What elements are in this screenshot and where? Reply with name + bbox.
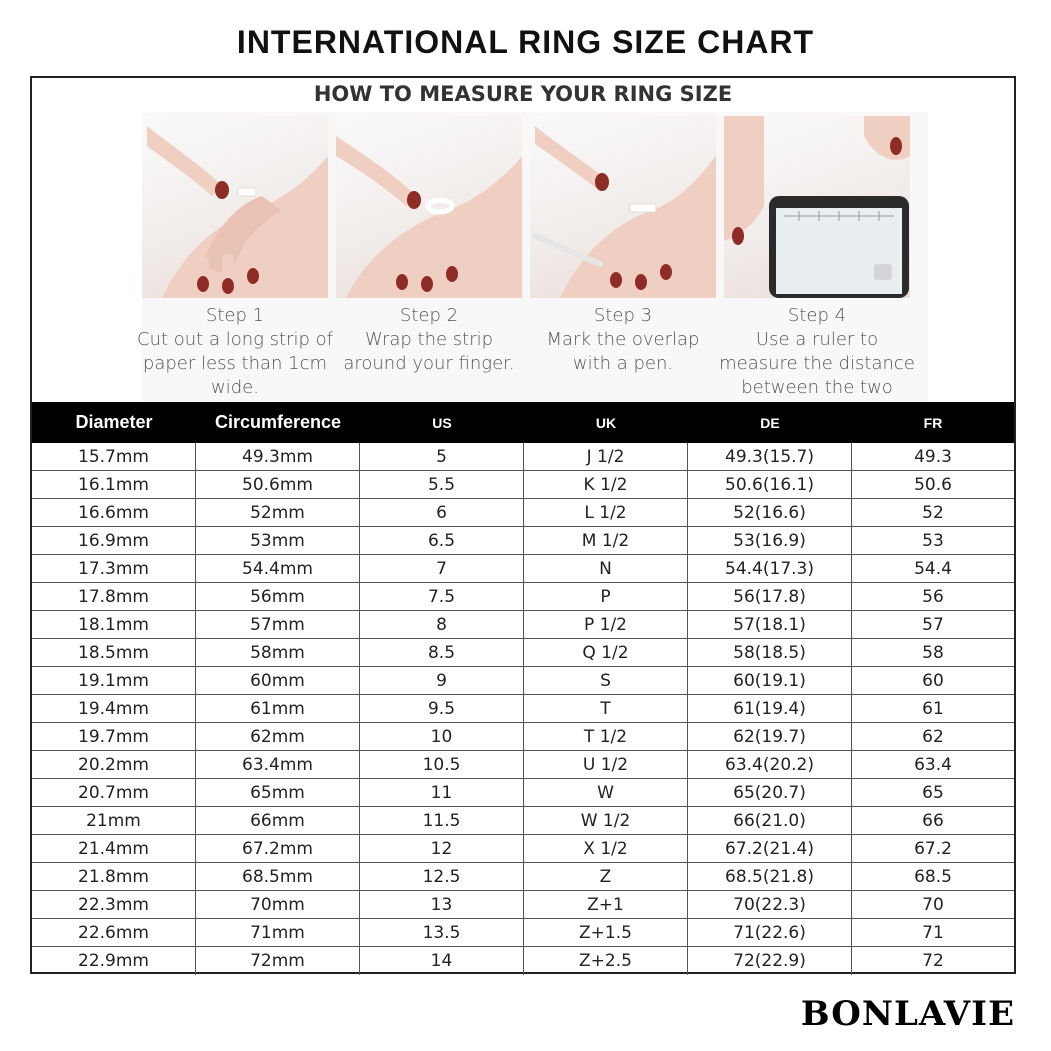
- page-title: INTERNATIONAL RING SIZE CHART: [236, 24, 815, 60]
- table-row: [32, 919, 1014, 947]
- cell-fr: 66: [922, 811, 944, 831]
- cell-circumference: 56mm: [196, 583, 360, 611]
- table-row: [32, 723, 1014, 751]
- table-row: [32, 611, 1014, 639]
- cell-diameter: 19.1mm: [32, 667, 196, 695]
- cell-fr: 57: [922, 615, 944, 635]
- header-fr: FR: [923, 414, 943, 431]
- step-2-photo: [336, 116, 522, 298]
- cell-us: 6.5: [360, 527, 524, 555]
- table-row: [32, 555, 1014, 583]
- step-2-text: Wrap the strip around your finger.: [343, 329, 515, 374]
- cell-circumference: 49.3mm: [196, 443, 360, 471]
- cell-uk: X 1/2: [524, 835, 688, 863]
- cell-circumference: 57mm: [196, 611, 360, 639]
- cell-de: 66(21.0): [688, 807, 852, 835]
- cell-us: 5: [360, 443, 524, 471]
- cell-diameter: 19.7mm: [32, 723, 196, 751]
- step-3-text: Mark the overlap with a pen.: [546, 329, 700, 374]
- cell-us: 7.5: [360, 583, 524, 611]
- cell-us: 13: [360, 891, 524, 919]
- cell-de: 54.4(17.3): [688, 555, 852, 583]
- table-row: [32, 639, 1014, 667]
- cell-fr: 50.6: [914, 475, 952, 495]
- cell-uk: Z+1.5: [524, 919, 688, 947]
- cell-us: 12.5: [360, 863, 524, 891]
- cell-us: 8: [360, 611, 524, 639]
- cell-fr: 68.5: [914, 867, 952, 887]
- cell-us: 6: [360, 499, 524, 527]
- cell-de: 67.2(21.4): [688, 835, 852, 863]
- step-2-caption: [336, 304, 522, 376]
- cell-uk: Q 1/2: [524, 639, 688, 667]
- cell-circumference: 67.2mm: [196, 835, 360, 863]
- cell-diameter: 16.6mm: [32, 499, 196, 527]
- step-3-photo: [530, 116, 716, 298]
- cell-us: 11: [360, 779, 524, 807]
- cell-us: 5.5: [360, 471, 524, 499]
- cell-us: 9.5: [360, 695, 524, 723]
- cell-uk: W 1/2: [524, 807, 688, 835]
- cell-fr: 63.4: [914, 755, 952, 775]
- table-row: [32, 891, 1014, 919]
- cell-diameter: 16.1mm: [32, 471, 196, 499]
- step-4-text: Use a ruler to measure the distance between the two: [719, 329, 915, 398]
- hand-marking-with-pen-icon: [530, 116, 716, 298]
- header-diameter: Diameter: [75, 412, 153, 432]
- cell-uk: W: [524, 779, 688, 807]
- cell-diameter: 16.9mm: [32, 527, 196, 555]
- cell-uk: J 1/2: [524, 443, 688, 471]
- table-row: [32, 751, 1014, 779]
- cell-fr: 56: [922, 587, 944, 607]
- table-row: [32, 499, 1014, 527]
- table-row: [32, 667, 1014, 695]
- cell-diameter: 19.4mm: [32, 695, 196, 723]
- cell-circumference: 70mm: [196, 891, 360, 919]
- cell-us: 8.5: [360, 639, 524, 667]
- cell-fr: 60: [922, 671, 944, 691]
- cell-diameter: 20.2mm: [32, 751, 196, 779]
- table-row: [32, 443, 1014, 471]
- cell-us: 11.5: [360, 807, 524, 835]
- cell-uk: Z+1: [524, 891, 688, 919]
- cell-de: 57(18.1): [688, 611, 852, 639]
- header-us: US: [432, 414, 452, 431]
- cell-de: 63.4(20.2): [688, 751, 852, 779]
- cell-fr: 53: [922, 531, 944, 551]
- cell-diameter: 18.1mm: [32, 611, 196, 639]
- step-1-photo: [142, 116, 328, 298]
- cell-de: 70(22.3): [688, 891, 852, 919]
- cell-us: 10: [360, 723, 524, 751]
- cell-us: 9: [360, 667, 524, 695]
- cell-fr: 58: [922, 643, 944, 663]
- cell-us: 7: [360, 555, 524, 583]
- cell-de: 52(16.6): [688, 499, 852, 527]
- cell-de: 60(19.1): [688, 667, 852, 695]
- cell-uk: L 1/2: [524, 499, 688, 527]
- cell-de: 68.5(21.8): [688, 863, 852, 891]
- cell-diameter: 17.8mm: [32, 583, 196, 611]
- cell-de: 58(18.5): [688, 639, 852, 667]
- cell-circumference: 58mm: [196, 639, 360, 667]
- cell-diameter: 22.6mm: [32, 919, 196, 947]
- cell-circumference: 61mm: [196, 695, 360, 723]
- cell-de: 53(16.9): [688, 527, 852, 555]
- cell-de: 65(20.7): [688, 779, 852, 807]
- how-to-measure-heading: HOW TO MEASURE YOUR RING SIZE: [313, 82, 733, 106]
- cell-de: 56(17.8): [688, 583, 852, 611]
- cell-circumference: 62mm: [196, 723, 360, 751]
- cell-uk: N: [524, 555, 688, 583]
- step-4-title: Step 4: [787, 305, 847, 326]
- cell-circumference: 52mm: [196, 499, 360, 527]
- cell-circumference: 65mm: [196, 779, 360, 807]
- cell-circumference: 71mm: [196, 919, 360, 947]
- cell-fr: 67.2: [914, 839, 952, 859]
- step-3-title: Step 3: [593, 305, 653, 326]
- cell-de: 61(19.4): [688, 695, 852, 723]
- step-1: [137, 116, 333, 400]
- cell-circumference: 72mm: [196, 947, 360, 975]
- cell-fr: 72: [922, 951, 944, 971]
- cell-diameter: 22.9mm: [32, 947, 196, 975]
- cell-circumference: 60mm: [196, 667, 360, 695]
- cell-uk: S: [524, 667, 688, 695]
- cell-circumference: 68.5mm: [196, 863, 360, 891]
- table-row: [32, 471, 1014, 499]
- cell-uk: M 1/2: [524, 527, 688, 555]
- cell-de: 50.6(16.1): [688, 471, 852, 499]
- header-uk: UK: [595, 414, 617, 431]
- cell-fr: 52: [922, 503, 944, 523]
- cell-circumference: 63.4mm: [196, 751, 360, 779]
- cell-uk: P 1/2: [524, 611, 688, 639]
- step-1-title: Step 1: [205, 305, 265, 326]
- header-circumference: Circumference: [214, 412, 342, 432]
- table-row: [32, 807, 1014, 835]
- cell-circumference: 66mm: [196, 807, 360, 835]
- cell-de: 71(22.6): [688, 919, 852, 947]
- table-row: [32, 779, 1014, 807]
- step-4: [719, 116, 915, 424]
- cell-circumference: 53mm: [196, 527, 360, 555]
- cell-diameter: 20.7mm: [32, 779, 196, 807]
- table-row: [32, 835, 1014, 863]
- step-4-photo: [724, 116, 910, 298]
- table-row: [32, 527, 1014, 555]
- cell-uk: T 1/2: [524, 723, 688, 751]
- cell-us: 12: [360, 835, 524, 863]
- cell-diameter: 22.3mm: [32, 891, 196, 919]
- ruler-on-phone-icon: [724, 116, 910, 298]
- cell-uk: Z: [524, 863, 688, 891]
- cell-fr: 65: [922, 783, 944, 803]
- table-row: [32, 863, 1014, 891]
- cell-diameter: 17.3mm: [32, 555, 196, 583]
- step-3: [530, 116, 716, 376]
- cell-fr: 71: [922, 923, 944, 943]
- cell-uk: P: [524, 583, 688, 611]
- cell-uk: T: [524, 695, 688, 723]
- cell-fr: 61: [922, 699, 944, 719]
- hand-wrapping-strip-icon: [336, 116, 522, 298]
- cell-fr: 70: [922, 895, 944, 915]
- cell-diameter: 15.7mm: [32, 443, 196, 471]
- cell-circumference: 54.4mm: [196, 555, 360, 583]
- ring-size-table: [32, 402, 1014, 972]
- cell-diameter: 18.5mm: [32, 639, 196, 667]
- measuring-steps: [137, 112, 928, 402]
- step-1-caption: [137, 304, 333, 400]
- cell-us: 10.5: [360, 751, 524, 779]
- table-header-row: [32, 402, 1014, 443]
- cell-diameter: 21mm: [32, 807, 196, 835]
- table-row: [32, 695, 1014, 723]
- brand-logo: BONLAVIE: [800, 994, 1015, 1034]
- header-de: DE: [760, 414, 780, 431]
- cell-de: 72(22.9): [688, 947, 852, 975]
- cell-uk: U 1/2: [524, 751, 688, 779]
- cell-uk: Z+2.5: [524, 947, 688, 975]
- cell-de: 49.3(15.7): [688, 443, 852, 471]
- table-row: [32, 947, 1014, 975]
- cell-us: 13.5: [360, 919, 524, 947]
- table-row: [32, 583, 1014, 611]
- ring-size-chart-frame: [30, 76, 1016, 974]
- cell-circumference: 50.6mm: [196, 471, 360, 499]
- step-1-text: Cut out a long strip of paper less than 1cm wide.: [137, 329, 333, 398]
- table-body: [32, 443, 1014, 975]
- cell-de: 62(19.7): [688, 723, 852, 751]
- cell-fr: 62: [922, 727, 944, 747]
- cell-diameter: 21.4mm: [32, 835, 196, 863]
- step-2-title: Step 2: [399, 305, 459, 326]
- cell-diameter: 21.8mm: [32, 863, 196, 891]
- cell-fr: 54.4: [914, 559, 952, 579]
- cell-us: 14: [360, 947, 524, 975]
- hand-with-paper-strip-icon: [142, 116, 328, 298]
- step-2: [336, 116, 522, 376]
- step-3-caption: [530, 304, 716, 376]
- cell-uk: K 1/2: [524, 471, 688, 499]
- cell-fr: 49.3: [914, 447, 952, 467]
